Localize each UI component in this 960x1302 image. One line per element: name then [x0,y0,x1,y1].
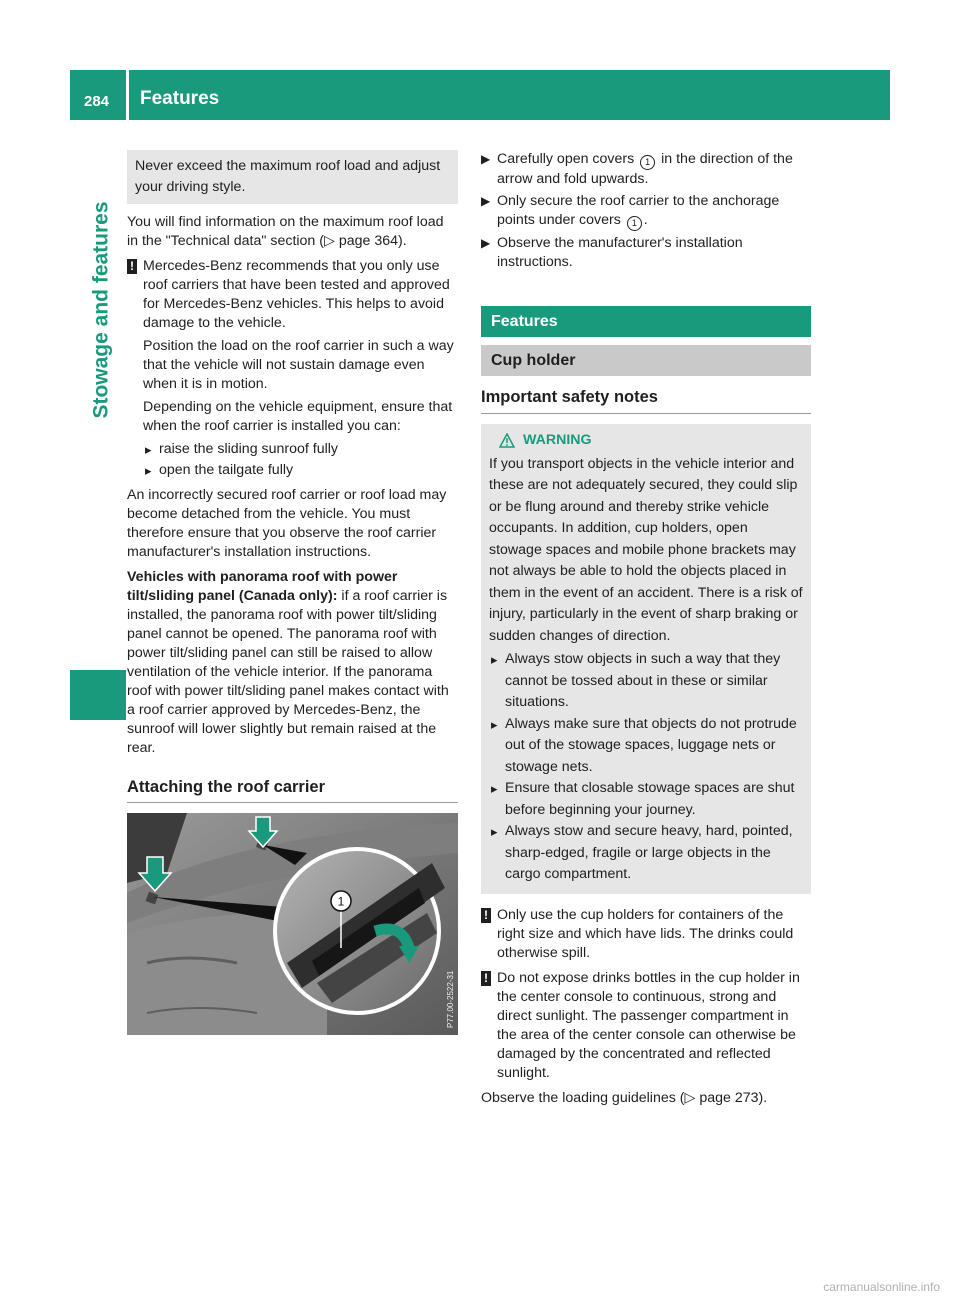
caution-note-roof-carrier [127,257,458,480]
caution-text: Do not expose drinks bottles in the cup holder in the center console to continuous, strong and direct sunlight. The passenger compartment in the area of the center console can otherwise be damaged by the concentrated and reflected sunlight. [497,969,800,1081]
warning-text: If you transport objects in the vehicle interior and these are not adequately secured, they could slip or be flung around and thereby strike vehicle occupants. In addition, cup holders, open stowage spaces and mobile phone brackets may not always be able to hold the objects placed in them in the event of an accident. There is a risk of injury, particularly in the event of sharp braking or sudden changes of direction. [489,455,803,644]
list-item: ▸ Always stow and secure heavy, hard, pointed, sharp-edged, fragile or large objects in the cargo compartment. [489,821,803,886]
step-arrow-icon: ▶ [481,152,491,166]
caution-text-1: Mercedes-Benz recommends that you only use roof carriers that have been tested and approved for Mercedes-Benz vehicles. This helps to avoid damage to the vehicle. [143,258,450,331]
step-arrow-icon: ▶ [481,236,491,250]
incorrect-carrier-paragraph: An incorrectly secured roof carrier or roof load may become detached from the vehicle. You must therefore ensure that you observe the roof carrier manufacturer's installation instructions. [127,487,447,560]
list-item: ▸ open the tailgate fully [143,461,458,480]
step-open-covers [481,150,811,189]
caution-text-3: Depending on the vehicle equipment, ensure that when the roof carrier is installed you can: [143,399,453,434]
page-title: Features [140,88,220,109]
callout-1-icon: 1 [640,155,655,170]
list-item: ▸ Always stow objects in such a way that they cannot be tossed about in these or similar situations. [489,649,803,714]
page-number: 284 [84,93,110,110]
list-item: ▸ Ensure that closable stowage spaces are shut before beginning your journey. [489,778,803,821]
step-text: Only secure the roof carrier to the anchorage points under covers [497,193,780,228]
section-title-attaching: Attaching the roof carrier [127,778,458,803]
step-arrow-icon: ▶ [481,194,491,208]
note-box: Never exceed the maximum roof load and adjust your driving style. [127,150,458,204]
side-tab-block [70,670,126,720]
caution-text: Only use the cup holders for containers of the right size and which have lids. The drinks could otherwise spill. [497,906,794,961]
caution-note-cup-holder [481,906,811,963]
loading-guidelines-paragraph: Observe the loading guidelines (▷ page 273). [481,1089,768,1106]
exclamation-icon: ! [127,259,137,274]
header-title-bar [129,70,890,120]
step-text: Carefully open covers [497,151,635,167]
info-paragraph: You will find information on the maximum roof load in the "Technical data" section (▷ page 364). [127,214,444,249]
figure-code: P77.00-2522-31 [446,970,455,1028]
warning-title: WARNING [523,432,592,448]
warning-box [481,424,811,894]
warning-header [489,430,803,452]
callout-1-icon: 1 [627,216,642,231]
caution-bullets [143,440,458,480]
list-item: ▸ raise the sliding sunroof fully [143,440,458,459]
caution-text-2: Position the load on the roof carrier in such a way that the vehicle will not sustain damage even when it is in motion. [143,338,454,392]
side-tab-label: Stowage and features [89,201,113,419]
step-text: in the direction of the arrow and fold upwards. [497,151,793,187]
section-bar-features: Features [481,306,811,337]
exclamation-icon: ! [481,971,491,986]
roof-carrier-illustration [127,813,458,1035]
step-text: . [643,212,648,228]
warning-triangle-icon [499,433,515,448]
figure-callout-1: 1 [337,894,345,909]
list-item: ▸ Always make sure that objects do not protrude out of the stowage spaces, luggage nets or stowage nets. [489,714,803,779]
panorama-text: if a roof carrier is installed, the panorama roof with power tilt/sliding panel cannot be opened. The panorama roof with power tilt/sliding panel can still be raised to allow ventilation of the vehicle interior. If the panorama roof with power tilt/sliding panel makes contact with a roof carrier approved by Mercedes-Benz, the sunroof will lower slightly but remain raised at the rear. [127,588,449,756]
step-text: Observe the manufacturer's installation instructions. [497,235,743,270]
warning-bullets [489,649,803,886]
panorama-paragraph [127,568,458,758]
caution-note-sunlight [481,969,811,1083]
step-secure-carrier [481,192,811,231]
panorama-heading: Vehicles with panorama roof with power tilt/sliding panel (Canada only): [127,569,398,604]
heading-safety-notes: Important safety notes [481,388,811,414]
watermark: carmanualsonline.info [823,1280,940,1294]
left-column [127,150,458,1035]
exclamation-icon: ! [481,908,491,923]
section-bar-cup-holder: Cup holder [481,345,811,376]
step-observe-instructions [481,234,811,272]
right-column [481,150,811,1114]
